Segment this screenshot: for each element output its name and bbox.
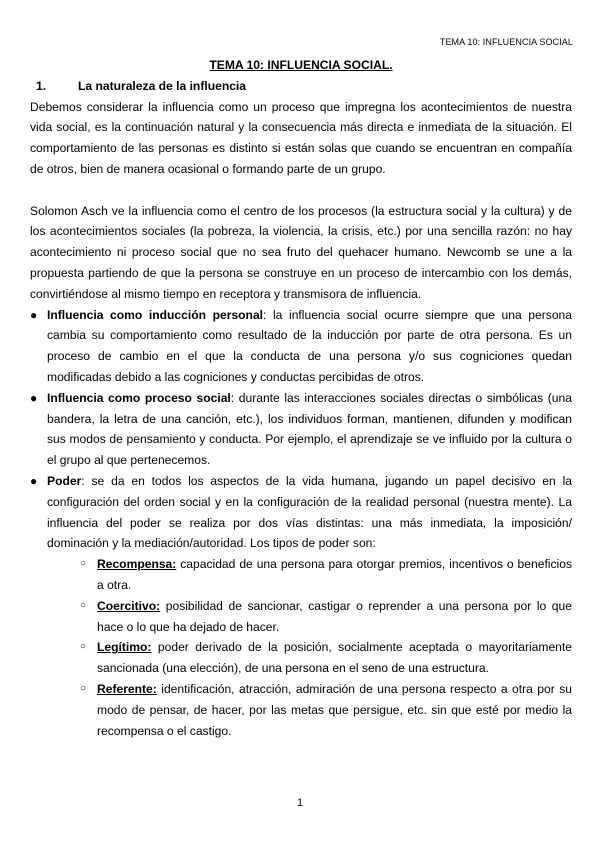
section-title: La naturaleza de la influencia: [78, 78, 247, 93]
list-item-term: Poder: [47, 473, 82, 488]
paragraph-intro: Debemos considerar la influencia como un proceso que impregna los acontecimientos de nuestra vida social, es la continuación natural y la consecuencia más directa e inmediata de la situación. El comportamiento de las personas es distinto si están solas que cuando se encuentran en compañía de otros, bien de manera ocasional o formando parte de un grupo.: [30, 99, 572, 176]
power-types-list: [47, 554, 572, 741]
power-type-text: posibilidad de sancionar, castigar o reprender a una persona por lo que hace o lo que ha dejado de hacer.: [97, 598, 572, 634]
list-item-poder: [30, 471, 572, 741]
power-type-text: poder derivado de la posición, socialmente aceptada o mayoritariamente sancionada (una elección), de una persona en el seno de una estructura.: [97, 640, 572, 676]
power-type-term: Recompensa:: [97, 557, 177, 572]
power-type-term: Referente:: [97, 681, 157, 696]
page-number: 1: [296, 797, 304, 809]
section-heading: [30, 76, 572, 97]
power-type-term: Coercitivo:: [97, 598, 161, 613]
power-type-recompensa: [80, 554, 572, 596]
bullet-marker: ●: [30, 473, 38, 488]
power-type-legitimo: [80, 637, 572, 679]
paragraph-asch-newcomb: Solomon Asch ve la influencia como el centro de los procesos (la estructura social y la cultura) y de los acontecimientos sociales (la pobreza, la violencia, la crisis, etc.) por una sencilla razón: no hay acontecimiento ni proceso social que no sea fruto del quehacer humano. Newcomb se une a la propuesta partiendo de que la persona se construye en un proceso de intercambio con los demás, convirtiéndose al mismo tiempo en receptora y transmisora de influencia.: [30, 203, 572, 301]
list-item-proceso-social: [30, 388, 572, 471]
influence-list: [30, 305, 572, 742]
list-item-text: : durante las interacciones sociales directas o simbólicas (una bandera, la letra de una canción, etc.), los individuos forman, mantienen, difunden y modifican sus modos de pensamiento y conducta. Por ejemplo, el aprendizaje se ve influido por la cultura o el grupo al que pertenecemos.: [47, 390, 572, 468]
power-type-referente: [80, 679, 572, 741]
sub-bullet-marker: ○: [80, 558, 87, 570]
bullet-marker: ●: [30, 307, 38, 322]
document-body: [30, 55, 572, 741]
blank-line: [30, 180, 572, 201]
power-type-text: identificación, atracción, admiración de una persona respecto a otra por su modo de pensar, de hacer, por las metas que persigue, etc. sin que esté por medio la recompensa o el castigo.: [97, 681, 572, 738]
sub-bullet-marker: ○: [80, 682, 87, 694]
power-type-text: capacidad de una persona para otorgar premios, incentivos o beneficios a otra.: [97, 557, 572, 592]
list-item-text: : se da en todos los aspectos de la vida humana, jugando un papel decisivo en la configuración del orden social y en la configuración de la realidad personal (nuestra mente). La influencia del poder se realiza por dos vías distintas: una más inmediata, la imposición/ dominación y la mediación/autoridad. Los tipos de poder son:: [47, 473, 572, 551]
power-type-term: Legítimo:: [97, 640, 152, 655]
list-item-term: Influencia como proceso social: [47, 390, 231, 405]
running-header: TEMA 10: INFLUENCIA SOCIAL: [439, 37, 573, 47]
document-title: TEMA 10: INFLUENCIA SOCIAL.: [209, 58, 393, 72]
section-number: 1.: [36, 78, 47, 93]
power-type-coercitivo: [80, 596, 572, 638]
bullet-marker: ●: [30, 390, 38, 405]
sub-bullet-marker: ○: [80, 599, 87, 611]
list-item-induccion-personal: [30, 305, 572, 388]
sub-bullet-marker: ○: [80, 641, 87, 653]
list-item-term: Influencia como inducción personal: [47, 307, 264, 322]
list-item-text: : la influencia social ocurre siempre que una persona cambia su comportamiento como resultado de la inducción por parte de otra persona. Es un proceso de cambio en el que la conducta de una persona y/o sus cogniciones quedan modificadas debido a las cogniciones y conductas percibidas de otros.: [47, 307, 572, 384]
